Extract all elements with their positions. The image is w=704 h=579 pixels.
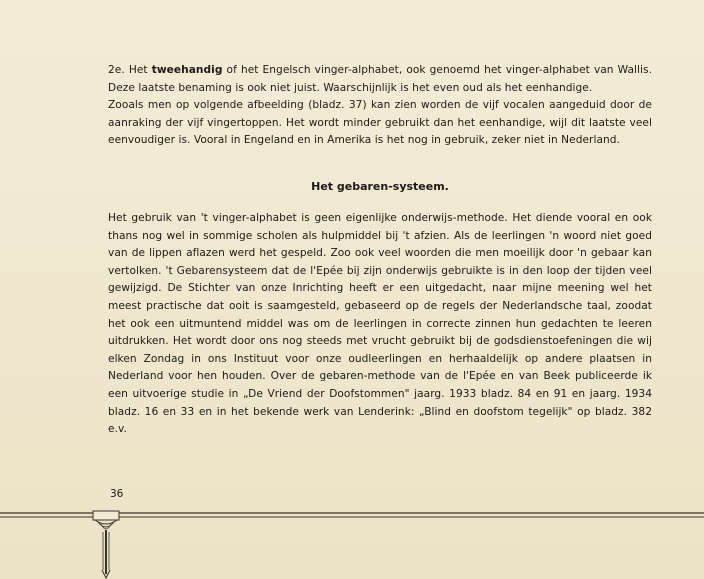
paragraph-lead-text: 2e. Het bbox=[108, 64, 152, 76]
paragraph-sign-system: Het gebruik van 't vinger-alphabet is geen eigenlijke onderwijs-methode. Het diende vooral en ook thans nog wel in sommige scholen als hulpmiddel bij 't afzien. Als de leerlingen 'n woord niet goed van de lippen aflazen werd het gespeld. Zoo ook veel woorden die men moeilijk door 'n gebaar kan vertolken. 't Gebarensysteem dat de l'Epée bij zijn onderwijs gebruikte is in den loop der tijden veel gewijzigd. De Stichter van onze Inrichting heeft er een uitgedacht, naar mijne meening wel het meest practische dat ooit is saamgesteld, gebaseerd op de regels der Nederlandsche taal, zoodat het ook een uitmuntend middel was om de leerlingen in correcte zinnen hun gedachten te leeren uitdrukken. Het wordt door ons nog steeds met vrucht gebruikt bij de godsdienstoefeningen die wij elken Zondag in ons Instituut voor onze oudleerlingen en herhaaldelijk op andere plaatsen in Nederland voor hen houden. Over de gebaren-methode van de l'Epée en van Beek publiceerde ik een uitvoerige studie in „De Vriend der Doofstommen" jaarg. 1933 bladz. 84 en 91 en jaarg. 1934 bladz. 16 en 33 en in het bekende werk van Lenderink: „Blind en doofstom tegelijk" op bladz. 382 e.v. bbox=[108, 212, 652, 436]
paragraph-body-text: of het Engelsch vinger-alphabet, ook genoemd het vinger-alphabet van Wallis. Deze laatste benaming is ook niet juist. Waarschijnlijk is het even oud als het eenhandige. bbox=[108, 64, 652, 94]
section-heading: Het gebaren-systeem. bbox=[311, 180, 449, 193]
art-deco-column-icon bbox=[90, 510, 122, 579]
paragraph-vowels: Zooals men op volgende afbeelding (bladz. 37) kan zien worden de vijf vocalen aangeduid door de aanraking der vijf vingertoppen. Het wordt minder gebruikt dan het eenhandige, wijl dit laatste veel eenvoudiger is. Vooral in Engeland en in Amerika is het nog in gebruik, zeker niet in Nederland. bbox=[108, 99, 652, 147]
bold-term: tweehandig bbox=[151, 64, 223, 76]
paragraph-two-handed-alphabet bbox=[108, 62, 652, 97]
page-number: 36 bbox=[110, 488, 124, 500]
